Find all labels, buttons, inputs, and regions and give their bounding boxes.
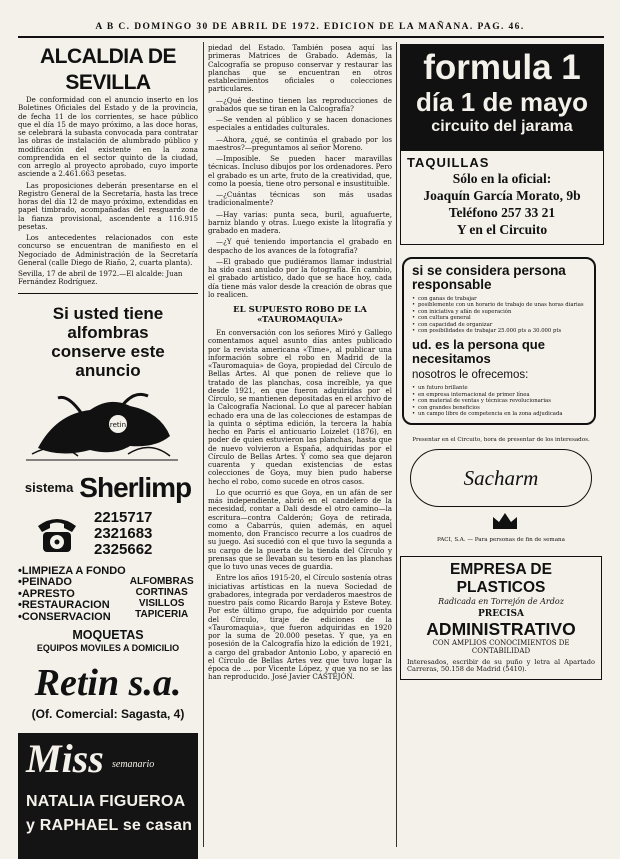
interview-paragraph: —¿Qué destino tienen las reproducciones de grabados que se tiran en la Calcografía? xyxy=(208,95,392,113)
semanario-label: semanario xyxy=(112,759,155,770)
alcaldia-title: ALCALDIA DE SEVILLA xyxy=(39,45,177,94)
plasticos-title: EMPRESA DE PLASTICOS xyxy=(450,560,552,596)
service-item: CONSERVACION xyxy=(21,610,111,623)
phone-row xyxy=(18,510,198,558)
taquillas-line: Sólo en la oficial: xyxy=(452,171,552,186)
formula-title: formula 1 xyxy=(423,48,581,87)
service-item: LIMPIEZA A FONDO xyxy=(21,564,126,577)
phone-number: 2325662 xyxy=(94,540,153,558)
formula-venue: circuito del jarama xyxy=(431,118,573,135)
plasticos-ad xyxy=(400,556,602,681)
list-item: • con cultura general xyxy=(412,315,586,321)
article-paragraph: En conversación con los señores Miró y Gallego comentamos aquel asunto días antes publicado por la revista americana «Time», al publicar una información sobre el robo en Madrid de la «Tauromaquia» de Goya, propiedad del Círculo de Bellas Artes. Al que ponen de relieve que lo tratado de las planchas, cosa increíble, ya que desde 1921, en que fueron adquiridas por el Círculo, se mantienen depositadas en el archivo de la Calcografía Nacional. Lo que al parecer habían echado era una de las colecciones de estampas de la quinta o séptima edición, la tercera la había hecho en París el anticuario Loizelet (1876), en poder de quien estuvieron las planchas, hasta que de nuevo volvieron a España, adquiridas por el Círculo de Bellas Artes. Y como sea que dejaron cuarenta y quedan existencias de estas colecciones de Goya, muy bien pudo haberse hecho el robo, como sucede en otros casos. xyxy=(208,328,392,486)
moquetas-subheading: EQUIPOS MOVILES A DOMICILIO xyxy=(36,643,180,653)
interview-paragraph: —¿Y qué teniendo importancia el grabado en despacho de los avances de la fotografía? xyxy=(208,237,392,255)
taquillas-block xyxy=(401,151,603,244)
item-type: VISILLOS xyxy=(138,597,185,609)
service-item: PEINADO xyxy=(21,576,72,588)
telephone-icon xyxy=(34,512,80,556)
sherlimp-brand-row xyxy=(18,472,198,504)
item-type: ALFOMBRAS xyxy=(129,575,194,587)
sherlimp-line-1: Si usted tiene alfombras xyxy=(52,303,164,342)
miss-headline-1: NATALIA FIGUEROA xyxy=(26,793,186,810)
interview-paragraph: —Se venden al público y se hacen donaciones especiales a entidades culturales. xyxy=(208,115,392,133)
right-column xyxy=(398,44,604,849)
offers-list xyxy=(412,385,586,417)
formula-ad xyxy=(400,44,604,245)
moquetas-heading: MOQUETAS xyxy=(72,628,144,642)
plasticos-role: ADMINISTRATIVO xyxy=(426,618,576,639)
sherlimp-logo: Sherlimp xyxy=(79,471,192,503)
taquillas-line: Y en el Circuito xyxy=(456,222,548,237)
column-divider-left xyxy=(203,42,204,847)
middle-column xyxy=(208,44,392,844)
alcaldia-paragraph: Las proposiciones deberán presentarse en el Registro General de la Secretaría, hasta las trece horas del día 12 de mayo próximo, extendidas en papel timbrado, acompañadas del resguardo de la fianza provisional, ascendente a 116.915 pesetas. xyxy=(18,180,198,231)
responsable-heading: si se considera persona responsable xyxy=(412,263,566,292)
alcaldia-paragraph: De conformidad con el anuncio inserto en los Boletines Oficiales del Estado y de la provincia, de fecha 11 de los corrientes, se hace público que el día 15 de mayo próximo, a las doce horas, se celebrará la subasta convocada para contratar las obras de instalación de alumbrado público y modificación del existente en la zona comprendida en el sector quinto de la ciudad, con arreglo al proyecto aprobado, cuyo importe asciende a 2.461.663 pesetas. xyxy=(18,95,198,179)
interview-paragraph: —El grabado que pudiéramos llamar industrial ha sido casi anulado por la fotografía. En cambio, el grabado artístico, dado que se hace hoy, cada día tiene más valor desde la creación de obras que lo realicen. xyxy=(208,256,392,299)
plasticos-location: Radicada en Torrejón de Ardoz xyxy=(438,596,564,606)
list-item: • posiblemente con un horario de trabajo de unas horas diarias xyxy=(412,302,586,308)
svg-text:retin: retin xyxy=(109,420,127,429)
sacharm-footer: PACI, S.A. — Para personas de fin de semana xyxy=(437,537,565,544)
plasticos-precisa: PRECISA xyxy=(478,608,524,619)
formula-banner xyxy=(401,45,603,151)
taquillas-label: TAQUILLAS xyxy=(407,155,490,170)
crown-icon xyxy=(402,507,604,533)
list-item: • con capacidad de organizar xyxy=(412,322,586,328)
plasticos-requirements: CON AMPLIOS CONOCIMIENTOS DE CONTABILIDAD xyxy=(432,638,570,656)
left-column xyxy=(18,44,198,859)
list-item: • con material de ventas y técnicas revolucionarias xyxy=(412,398,586,404)
items-list xyxy=(130,566,194,624)
miss-headline-2: y RAPHAEL se casan xyxy=(26,817,193,834)
sistema-label: sistema xyxy=(24,480,74,495)
list-item: • un campo libre de competencia en la zona adjudicada xyxy=(412,411,586,417)
taquillas-line: Joaquín García Morato, 9b xyxy=(423,188,581,203)
alcaldia-paragraph: Los antecedentes relacionados con este concurso se encuentran de manifiesto en el Negociado de Administración de la Secretaría General (calle Diego de Riaño, 2, cuarta planta). xyxy=(18,233,198,267)
phone-number: 2321683 xyxy=(94,524,153,542)
miss-magazine-ad xyxy=(18,733,198,859)
list-item: • con grandes beneficios xyxy=(412,405,586,411)
phone-number: 2215717 xyxy=(94,508,153,526)
formula-date: día 1 de mayo xyxy=(416,87,588,117)
plasticos-contact: Interesados, escribir de su puño y letra al Apartado Carreras, 50.158 de Madrid (5410). xyxy=(407,657,595,674)
page-header: A B C. DOMINGO 30 DE ABRIL DE 1972. EDICION DE LA MAÑANA. PAG. 46. xyxy=(95,22,525,32)
services-list: •LIMPIEZA A FONDO •PEINADO •APRESTO •RESTAURACION •CONSERVACION xyxy=(18,564,126,623)
list-item: • con ganas de trabajar xyxy=(412,296,586,302)
requirements-list xyxy=(412,296,586,334)
article-paragraph: Lo que ocurrió es que Goya, en un afán de ser más independiente, abrió en el candelero de la necesidad, contar a Dali desde el otro camino—la escritura—contra Calderón; Goya de retirada, como a Cabarrús, quien además, en aquel momento, don Francisco recurre a los cuadros de su juego. Así sucedió con el que tuvo la segunda a su cargo de la puerta de la tienda del Círculo y prensas que se llevaban su tesoro en las planchas que lo tuvo unas veces de guardia. xyxy=(208,487,392,571)
list-item: • con iniciativa y afán de superación xyxy=(412,309,586,315)
article-subtitle: EL SUPUESTO ROBO DE LA «TAUROMAQUIA» xyxy=(233,305,367,325)
responsable-question: ud. es la persona que necesitamos xyxy=(412,337,545,367)
taquillas-line: Teléfono 257 33 21 xyxy=(448,205,556,220)
service-item: RESTAURACION xyxy=(21,599,110,611)
column-divider-right xyxy=(396,42,397,847)
article-paragraph: Entre los años 1915-20, el Círculo sostenía otras iniciativas artísticas en la nueva Sociedad de grabadores, integrada por verdaderos maestros de nuestro país como Ricardo Baroja y Esteve Botey. Por este último grupo, fue adquirido por cuenta del Círculo, tiraje de ediciones de la «Tauromaquia», que fueron adquiridas en 1920 por la suma de 20.000 pesetas. Y que, ya en posesión de la Calcografía hizo la edición de 1921, a cargo del grabador Antonio Lobo, y apareció en el Círculo de Bellas Artes vez que tuvo lugar la época de ... por Vicente López, y que ya no se las han reproducido. José Javier CASTEJÓN. xyxy=(208,573,392,682)
item-type: CORTINAS xyxy=(135,586,188,598)
list-item: • con posibilidades de trabajar 25.000 pts a 30.000 pts xyxy=(412,328,586,334)
interview-paragraph: piedad del Estado. También posea aquí las primeras Matrices de Grabado. Además, la Calcografía se propuso conservar y restaurar las planchas que se encuentran en otros establecimientos oficiales o colecciones particulares. xyxy=(208,44,392,94)
ofrecemos-label: nosotros le ofrecemos: xyxy=(412,369,529,382)
interview-paragraph: —Ahora, ¿qué, se continúa el grabado por los maestros?—preguntamos al señor Moreno. xyxy=(208,134,392,152)
sacharm-note: Presentar en el Circuito, hora de presentar de los interesados. xyxy=(412,437,590,444)
header-rule xyxy=(18,36,604,38)
responsable-ad xyxy=(402,257,596,425)
sacharm-ad xyxy=(402,437,600,543)
sherlimp-line-2: conserve este anuncio xyxy=(51,341,165,380)
list-item: • en empresa internacional de primer línea xyxy=(412,392,586,398)
interview-paragraph: —Imposible. Se pueden hacer maravillas técnicas. Incluso dibujos por los ordenadores. Pero el grabado es un arte, fruto de la creatividad, que, como la poesía, tiene otro personal e insustituible. xyxy=(208,154,392,188)
sacharm-logo: Sacharm xyxy=(410,449,592,507)
phone-list xyxy=(94,510,152,558)
sherlimp-ad xyxy=(18,304,198,722)
section-rule xyxy=(18,293,198,294)
interview-paragraph: —Hay varias: punta seca, buril, aguafuerte, barniz blando y otras. Luego existe la litografía y grabado en madera. xyxy=(208,209,392,235)
alcaldia-signature: Sevilla, 17 de abril de 1972.—El alcalde: Juan Fernández Rodríguez. xyxy=(18,269,183,287)
miss-logo: Miss xyxy=(26,736,104,781)
item-type: TAPICERIA xyxy=(135,608,189,620)
service-item: APRESTO xyxy=(21,587,75,600)
office-address: (Of. Comercial: Sagasta, 4) xyxy=(31,707,185,721)
bull-illustration xyxy=(18,384,186,466)
list-item: • un futuro brillante xyxy=(412,385,586,391)
services-block xyxy=(18,566,198,624)
interview-paragraph: —¿Cuántas técnicas son más usadas tradicionalmente? xyxy=(208,190,392,208)
retin-logo: Retin s.a. xyxy=(34,662,182,704)
